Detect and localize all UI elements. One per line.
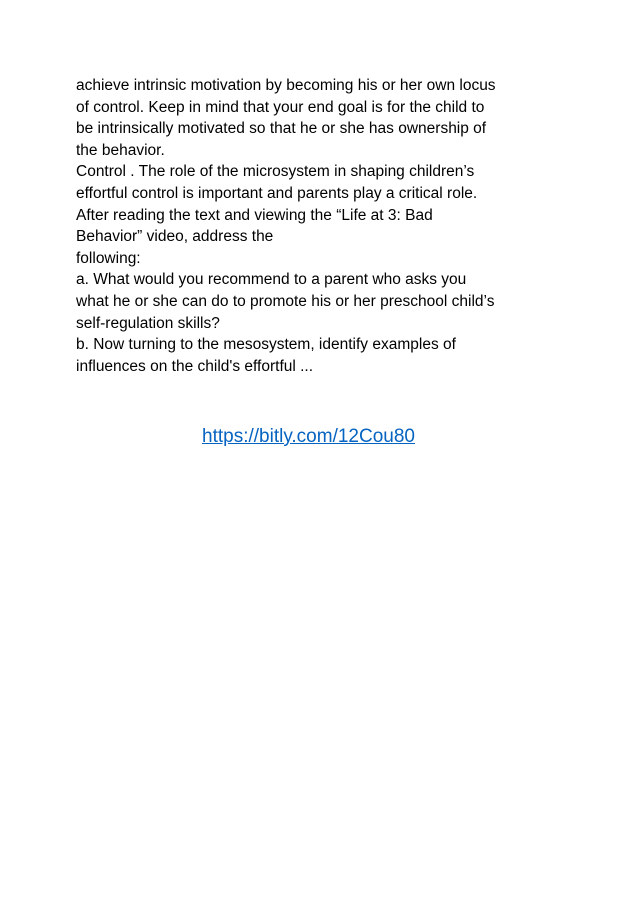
text-line: self-regulation skills? [76,314,220,332]
text-line: effortful control is important and parents play a critical role. [76,184,478,202]
text-line: b. Now turning to the mesosystem, identify examples of [76,336,456,354]
body-text [76,75,576,377]
download-link[interactable]: https://bitly.com/12Cou80 [202,426,415,447]
text-line: a. What would you recommend to a parent who asks you [76,271,467,289]
text-line: following: [76,249,141,267]
text-line: what he or she can do to promote his or her preschool child’s [76,292,495,310]
text-line: be intrinsically motivated so that he or she has ownership of [76,120,487,138]
text-line: influences on the child's effortful ... [76,357,314,375]
text-line: After reading the text and viewing the “Life at 3: Bad [76,206,433,224]
link-container [202,425,415,449]
text-line: the behavior. [76,141,165,159]
text-line: Control . The role of the microsystem in shaping children’s [76,163,475,181]
text-line: Behavior” video, address the [76,228,274,246]
text-line: of control. Keep in mind that your end goal is for the child to [76,98,485,116]
text-line: achieve intrinsic motivation by becoming his or her own locus [76,77,496,94]
